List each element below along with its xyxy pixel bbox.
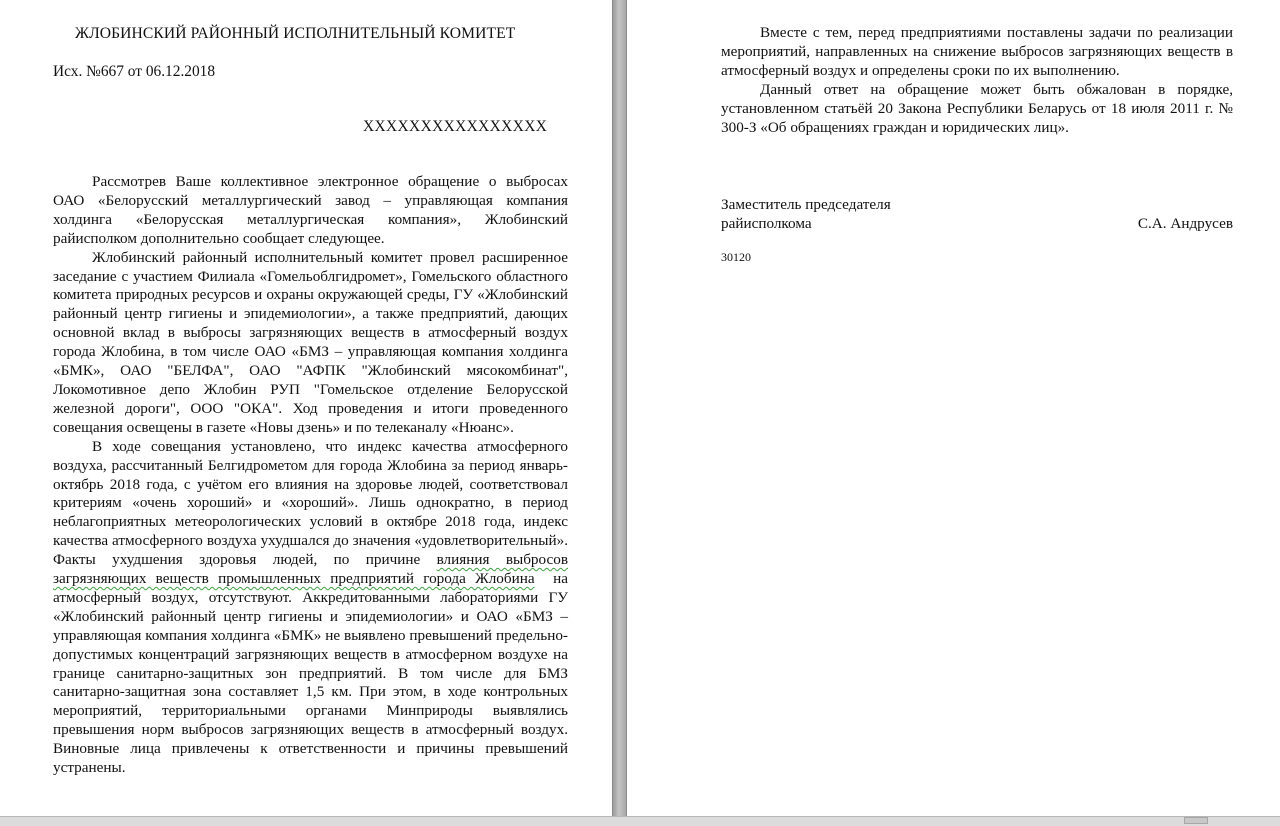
signatory-title-line-2: райисполкома (721, 215, 812, 232)
paragraph-3-text-a: В ходе совещания установлено, что индекс качества атмосферного воздуха, рассчитанный Белгидрометом для города Жлобина за период январь-октябрь 2018 года, с учётом его влияния на здоровье людей, соответствовал критериям «очень хороший» и «хороший». Лишь однократно, в период неблагоприятных метеорологических условий в октябре 2018 года, индекс качества атмосферного воздуха ухудшался до значения «удовлетворительный». Факты ухудшения здоровья людей, по причине (53, 437, 568, 569)
paragraph-2: Жлобинский районный исполнительный комитет провел расширенное заседание с участием Филиала «Гомельоблгидромет», Гомельского областного комитета природных ресурсов и охраны окружающей среды, ГУ «Жлобинский районный центр гигиены и эпидемиологии», а также предприятий, дающих основной вклад в выбросы загрязняющих веществ в атмосферный воздух города Жлобина, в том числе ОАО «БМЗ – управляющая компания холдинга «БМК», ОАО "БЕЛФА", ОАО "АФПК "Жлобинский мясокомбинат", Локомотивное депо Жлобин РУП "Гомельское отделение Белорусской железной дороги", ООО "ОКА". Ход проведения и итоги проведенного совещания освещены в газете «Новы дзень» и по телеканалу «Нюанс». (53, 248, 568, 436)
horizontal-scrollbar[interactable] (0, 816, 1280, 826)
letter-body (53, 173, 568, 778)
letter-header: ЖЛОБИНСКИЙ РАЙОННЫЙ ИСПОЛНИТЕЛЬНЫЙ КОМИТЕТ (75, 25, 516, 42)
signatory-name: С.А. Андрусев (1137, 215, 1233, 232)
page-gutter (613, 0, 626, 826)
paragraph-3-text-c: на атмосферный воздух, отсутствуют. Аккредитованными лабораториями ГУ «Жлобинский районный центр гигиены и эпидемиологии» и ОАО «БМЗ – управляющая компания холдинга «БМК» не выявлено превышений предельно-допустимых концентраций загрязняющих веществ в атмосферном воздухе на границе санитарно-защитных зон предприятий. В том числе для БМЗ санитарно-защитная зона составляет 1,5 км. При этом, в ходе контрольных мероприятий, территориальными органами Минприроды выявлялись превышения норм выбросов загрязняющих веществ в атмосферный воздух. Виновные лица привлечены к ответственности и причины превышений устранены. (53, 570, 569, 777)
paragraph-5: Данный ответ на обращение может быть обжалован в порядке, установленном статьёй 20 Закона Республики Беларусь от 18 июля 2011 г. № 300-З «Об обращениях граждан и юридических лиц». (721, 80, 1233, 136)
paragraph-4: Вместе с тем, перед предприятиями поставлены задачи по реализации мероприятий, направленных на снижение выбросов загрязняющих веществ в атмосферный воздух и определены сроки по их выполнению. (721, 24, 1233, 79)
grammar-flagged-phrase[interactable]: влияния выбросов загрязняющих веществ промышленных предприятий города Жлобина (53, 551, 569, 588)
document-page-1 (0, 0, 613, 826)
letter-body-continued (721, 24, 1233, 137)
addressee: XXXXXXXXXXXXXXXX (363, 118, 548, 135)
outgoing-reference: Исх. №667 от 06.12.2018 (53, 63, 216, 80)
paragraph-3 (53, 438, 568, 778)
scrollbar-thumb[interactable] (1184, 817, 1208, 824)
signatory-title-line-1: Заместитель председателя (721, 196, 891, 213)
paragraph-1: Рассмотрев Ваше коллективное электронное обращение о выбросах ОАО «Белорусский металлургический завод – управляющая компания холдинга «Белорусская металлургическая компания», Жлобинский райисполком дополнительно сообщает следующее. (53, 173, 568, 247)
document-code: 30120 (721, 250, 751, 264)
